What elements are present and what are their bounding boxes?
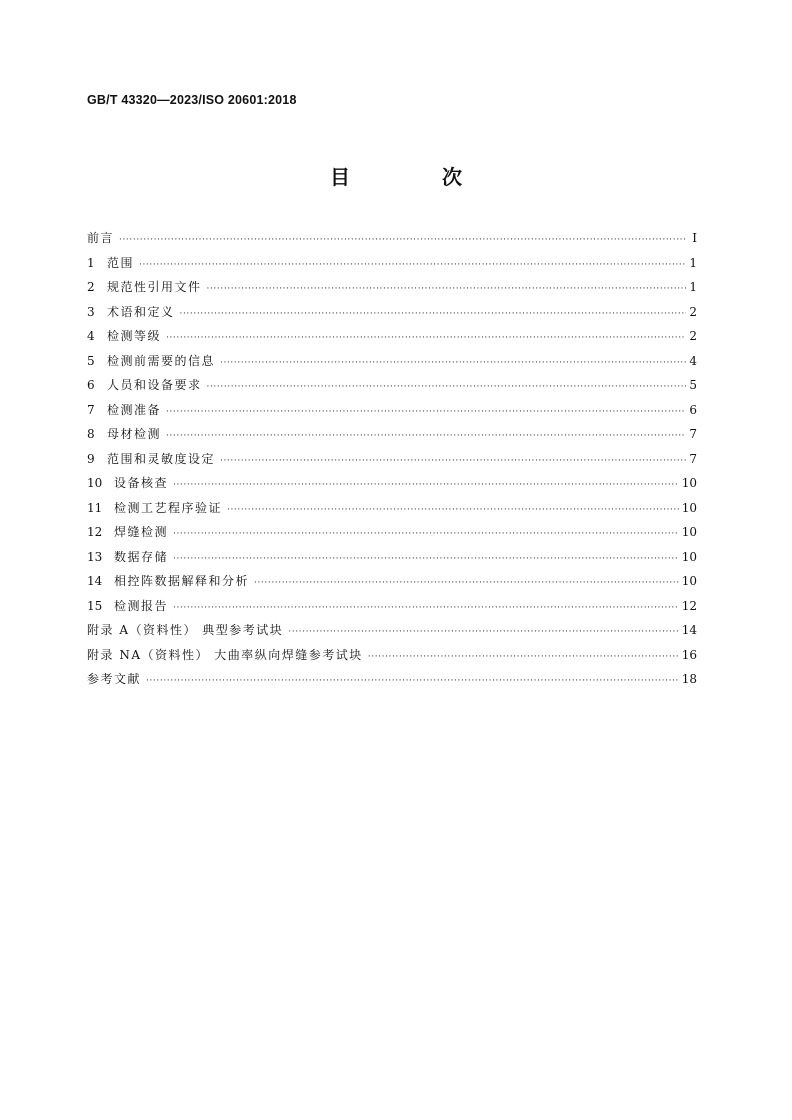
dot-leader [180,302,686,327]
toc-entry-number: 10 [87,476,103,490]
toc-entry-number: 2 [87,280,95,294]
table-of-contents [87,226,697,692]
toc-entry-text: 相控阵数据解释和分析 [114,574,250,588]
toc-entry-number: 1 [87,255,95,270]
toc-entry-text: 检测前需要的信息 [107,353,216,368]
toc-entry-number: 6 [87,378,95,392]
toc-entry-bibliography[interactable] [87,667,697,692]
dot-leader [220,351,686,376]
toc-entry-2[interactable] [87,275,697,300]
toc-entry-number: 12 [87,525,103,539]
toc-entry-page: 4 [689,353,697,368]
dot-leader [166,400,686,425]
toc-entry-text: 前言 [87,231,115,245]
dot-leader [119,228,686,253]
toc-entry-9[interactable] [87,447,697,472]
toc-entry-page: 1 [689,280,697,294]
toc-entry-text: 检测准备 [107,402,162,417]
dot-leader [207,375,686,400]
toc-entry-text: 检测工艺程序验证 [114,500,223,515]
toc-entry-number: 8 [87,427,95,441]
toc-entry-text: 数据存储 [114,549,169,564]
dot-leader [173,473,679,498]
dot-leader [146,669,679,694]
dot-leader [173,596,679,621]
toc-entry-text: 范围和灵敏度设定 [107,451,216,466]
toc-entry-10[interactable] [87,471,697,496]
dot-leader [173,522,679,547]
dot-leader [207,277,686,302]
toc-entry-page: 16 [681,647,697,662]
toc-entry-page: 2 [689,329,697,343]
toc-entry-page: 6 [689,402,697,417]
toc-entry-text: 检测报告 [114,598,169,613]
dot-leader [166,326,686,351]
toc-entry-text: 附录 A（资料性） 典型参考试块 [87,623,284,637]
toc-entry-8[interactable] [87,422,697,447]
toc-entry-page: 2 [689,304,697,319]
dot-leader [368,645,679,670]
toc-entry-text: 检测等级 [107,329,162,343]
toc-entry-1[interactable] [87,251,697,276]
toc-entry-number: 5 [87,353,95,368]
toc-entry-page: 1 [689,255,697,270]
dot-leader [288,620,678,645]
toc-entry-6[interactable] [87,373,697,398]
standard-number-header: GB/T 43320—2023/ISO 20601:2018 [87,93,297,107]
toc-entry-number: 15 [87,598,103,613]
toc-entry-5[interactable] [87,349,697,374]
dot-leader [227,498,679,523]
toc-entry-number: 14 [87,574,103,588]
toc-entry-text: 母材检测 [107,427,162,441]
toc-entry-number: 11 [87,500,103,515]
toc-entry-page: 18 [681,672,697,686]
toc-entry-number: 4 [87,329,95,343]
toc-entry-14[interactable] [87,569,697,594]
toc-entry-11[interactable] [87,496,697,521]
toc-entry-text: 参考文献 [87,672,142,686]
toc-entry-number: 3 [87,304,95,319]
toc-title: 目 次 [330,165,498,189]
toc-entry-text: 人员和设备要求 [107,378,202,392]
toc-entry-12[interactable] [87,520,697,545]
toc-entry-text: 附录 NA（资料性） 大曲率纵向焊缝参考试块 [87,647,363,662]
toc-entry-text: 设备核查 [114,476,169,490]
toc-entry-annex-a[interactable] [87,618,697,643]
toc-entry-page: 7 [689,427,697,441]
toc-entry-page: Ⅰ [692,231,697,245]
toc-entry-15[interactable] [87,594,697,619]
toc-entry-number: 13 [87,549,103,564]
dot-leader [139,253,686,278]
dot-leader [166,424,686,449]
toc-entry-page: 10 [681,574,697,588]
toc-entry-page: 10 [681,476,697,490]
toc-entry-page: 12 [681,598,697,613]
toc-entry-7[interactable] [87,398,697,423]
toc-entry-page: 10 [681,525,697,539]
toc-entry-page: 7 [689,451,697,466]
toc-entry-4[interactable] [87,324,697,349]
toc-entry-3[interactable] [87,300,697,325]
toc-entry-text: 范围 [107,255,135,270]
toc-entry-page: 5 [689,378,697,392]
dot-leader [220,449,686,474]
toc-entry-page: 10 [681,500,697,515]
toc-entry-foreword[interactable] [87,226,697,251]
toc-entry-annex-na[interactable] [87,643,697,668]
toc-entry-text: 焊缝检测 [114,525,169,539]
toc-entry-page: 10 [681,549,697,564]
toc-entry-page: 14 [681,623,697,637]
toc-entry-number: 7 [87,402,95,417]
dot-leader [173,547,679,572]
toc-entry-13[interactable] [87,545,697,570]
toc-entry-text: 术语和定义 [107,304,175,319]
toc-entry-number: 9 [87,451,95,466]
toc-entry-text: 规范性引用文件 [107,280,202,294]
dot-leader [254,571,679,596]
